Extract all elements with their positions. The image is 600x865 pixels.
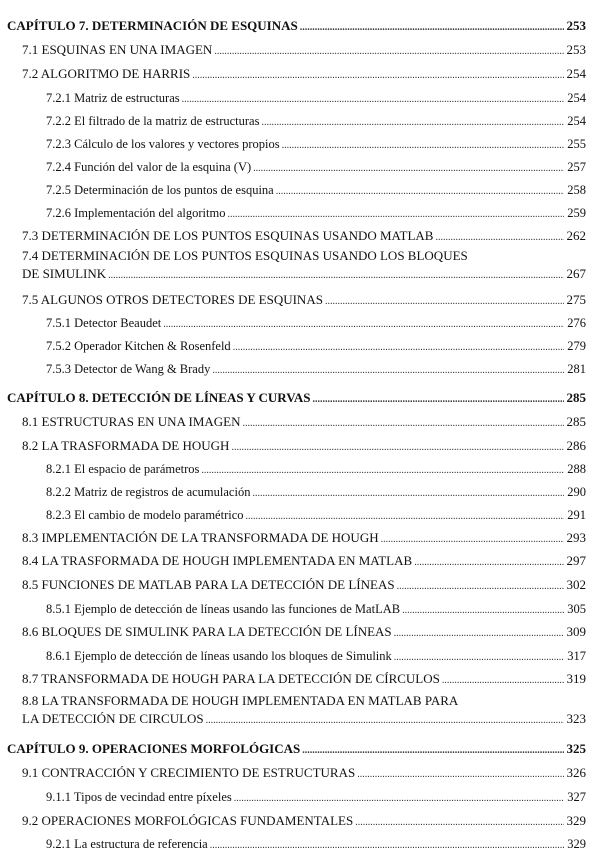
toc-entry-title: 8.6 BLOQUES DE SIMULINK PARA LA DETECCIÓN DE LÍNEAS	[22, 624, 392, 639]
toc-entry-title: 7.5.1 Detector Beaudet	[46, 316, 162, 330]
toc-entry-page-number: 329	[567, 837, 586, 851]
toc-entry-title: LA DETECCIÓN DE CIRCULOS	[22, 711, 204, 726]
toc-entry-page-number: 254	[566, 66, 586, 81]
dot-leader	[242, 416, 563, 432]
toc-entry-title: 8.5 FUNCIONES DE MATLAB PARA LA DETECCIÓN DE LÍNEAS	[22, 577, 395, 592]
toc-entry-page-number: 279	[567, 339, 586, 353]
dot-leader	[397, 579, 564, 595]
toc-entry-page-number: 319	[566, 671, 586, 686]
toc-entry-title: CAPÍTULO 9. OPERACIONES MORFOLÓGICAS	[7, 741, 301, 756]
dot-leader	[381, 532, 564, 548]
toc-entry-page-number: 259	[567, 206, 586, 220]
toc-entry-title: 7.2.6 Implementación del algoritmo	[46, 206, 226, 220]
toc-entry-page-number: 288	[567, 462, 586, 476]
toc-entry-page-number: 309	[566, 624, 586, 639]
toc-entry-page-number: 258	[567, 183, 586, 197]
dot-leader	[394, 650, 564, 666]
toc-entry-title: 7.2.2 El filtrado de la matriz de estructuras	[46, 114, 260, 128]
toc-entry-page-number: 325	[566, 741, 586, 756]
toc-entry-page-number: 276	[567, 316, 586, 330]
toc-entry-page-number: 291	[567, 508, 586, 522]
dot-leader	[246, 509, 565, 525]
toc-entry-page-number: 293	[566, 530, 586, 545]
dot-leader	[227, 207, 564, 223]
dot-leader	[357, 767, 563, 783]
toc-entry-page-number: 254	[567, 91, 586, 105]
dot-leader	[414, 555, 563, 571]
toc-entry-page-number: 267	[566, 266, 586, 281]
toc-entry-page-number: 262	[566, 228, 586, 243]
toc-entry-page-number: 326	[566, 765, 586, 780]
toc-entry-page-number: 275	[566, 292, 586, 307]
dot-leader	[394, 626, 564, 642]
dot-leader	[182, 92, 565, 108]
dot-leader	[210, 838, 565, 854]
toc-entry-page-number: 285	[566, 414, 586, 429]
toc-entry-page-number: 254	[567, 114, 586, 128]
dot-leader	[282, 138, 565, 154]
toc-entry-title: 8.3 IMPLEMENTACIÓN DE LA TRANSFORMADA DE HOUGH	[22, 530, 379, 545]
dot-leader	[435, 230, 563, 246]
dot-leader	[313, 392, 564, 408]
dot-leader	[233, 340, 565, 356]
toc-entry-page-number: 302	[566, 577, 586, 592]
toc-entry-page-number: 281	[567, 362, 586, 376]
dot-leader	[276, 184, 565, 200]
toc-entry-page-number: 327	[567, 790, 586, 804]
toc-entry-title: 8.4 LA TRASFORMADA DE HOUGH IMPLEMENTADA EN MATLAB	[22, 553, 413, 568]
toc-entry-page-number: 285	[566, 390, 586, 405]
toc-entry-title: 7.2.1 Matriz de estructuras	[46, 91, 180, 105]
dot-leader	[206, 713, 564, 729]
dot-leader	[212, 363, 564, 379]
dot-leader	[108, 268, 563, 284]
toc-entry-title: 7.1 ESQUINAS EN UNA IMAGEN	[22, 42, 213, 57]
toc-entry-title: 7.2.5 Determinación de los puntos de esquina	[46, 183, 274, 197]
toc-entry-title: 7.3 DETERMINACIÓN DE LOS PUNTOS ESQUINAS USANDO MATLAB	[22, 228, 434, 243]
toc-entry-title-line1: 8.8 LA TRANSFORMADA DE HOUGH IMPLEMENTADA EN MATLAB PARA	[22, 693, 459, 708]
toc-entry-title: 7.2.4 Función del valor de la esquina (V)	[46, 160, 252, 174]
toc-entry-title: 8.5.1 Ejemplo de detección de líneas usando las funciones de MatLAB	[46, 602, 401, 616]
toc-entry-title: CAPÍTULO 8. DETECCIÓN DE LÍNEAS Y CURVAS	[7, 390, 311, 405]
toc-entry-page-number: 257	[567, 160, 586, 174]
toc-entry-title: 9.2 OPERACIONES MORFOLÓGICAS FUNDAMENTALES	[22, 813, 354, 828]
toc-entry-page-number: 305	[567, 602, 586, 616]
dot-leader	[355, 815, 563, 831]
dot-leader	[163, 317, 564, 333]
dot-leader	[252, 486, 564, 502]
toc-entry-title: 9.2.1 La estructura de referencia	[46, 837, 208, 851]
dot-leader	[325, 294, 564, 310]
dot-leader	[192, 68, 563, 84]
toc-entry-title: 7.2.3 Cálculo de los valores y vectores propios	[46, 137, 280, 151]
toc-entry-title-line1: 7.4 DETERMINACIÓN DE LOS PUNTOS ESQUINAS USANDO LOS BLOQUES	[22, 248, 468, 263]
toc-entry-title: 8.2.2 Matriz de registros de acumulación	[46, 485, 251, 499]
dot-leader	[300, 20, 564, 36]
toc-entry-title: 7.5.2 Operador Kitchen & Rosenfeld	[46, 339, 231, 353]
dot-leader	[261, 115, 564, 131]
toc-entry-title: CAPÍTULO 7. DETERMINACIÓN DE ESQUINAS	[7, 18, 298, 33]
toc-entry-title: 8.2 LA TRASFORMADA DE HOUGH	[22, 438, 230, 453]
toc-entry-title: 8.6.1 Ejemplo de detección de líneas usando los bloques de Simulink	[46, 649, 392, 663]
dot-leader	[231, 440, 563, 456]
toc-entry-page-number: 290	[567, 485, 586, 499]
toc-entry-title: DE SIMULINK	[22, 266, 107, 281]
dot-leader	[253, 161, 564, 177]
toc-entry-title: 7.2 ALGORITMO DE HARRIS	[22, 66, 191, 81]
dot-leader	[302, 743, 563, 759]
toc-entry-title: 9.1 CONTRACCIÓN Y CRECIMIENTO DE ESTRUCTURAS	[22, 765, 356, 780]
toc-entry-page-number: 329	[566, 813, 586, 828]
toc-entry-title: 8.2.3 El cambio de modelo paramétrico	[46, 508, 244, 522]
toc-entry-page-number: 286	[566, 438, 586, 453]
toc-entry-page-number: 317	[567, 649, 586, 663]
toc-entry-title: 7.5 ALGUNOS OTROS DETECTORES DE ESQUINAS	[22, 292, 323, 307]
toc-entry-page-number: 255	[567, 137, 586, 151]
dot-leader	[214, 44, 563, 60]
toc-entry-title: 8.2.1 El espacio de parámetros	[46, 462, 200, 476]
toc-entry-page-number: 253	[566, 42, 586, 57]
dot-leader	[234, 791, 565, 807]
toc-entry-title: 9.1.1 Tipos de vecindad entre píxeles	[46, 790, 232, 804]
toc-entry-title: 8.7 TRANSFORMADA DE HOUGH PARA LA DETECCIÓN DE CÍRCULOS	[22, 671, 440, 686]
toc-entry-title: 7.5.3 Detector de Wang & Brady	[46, 362, 211, 376]
toc-entry-page-number: 323	[566, 711, 586, 726]
toc-entry-page-number: 297	[566, 553, 586, 568]
dot-leader	[442, 673, 564, 689]
dot-leader	[201, 463, 564, 479]
toc-entry-page-number: 253	[566, 18, 586, 33]
dot-leader	[402, 603, 564, 619]
toc-entry-title: 8.1 ESTRUCTURAS EN UNA IMAGEN	[22, 414, 241, 429]
